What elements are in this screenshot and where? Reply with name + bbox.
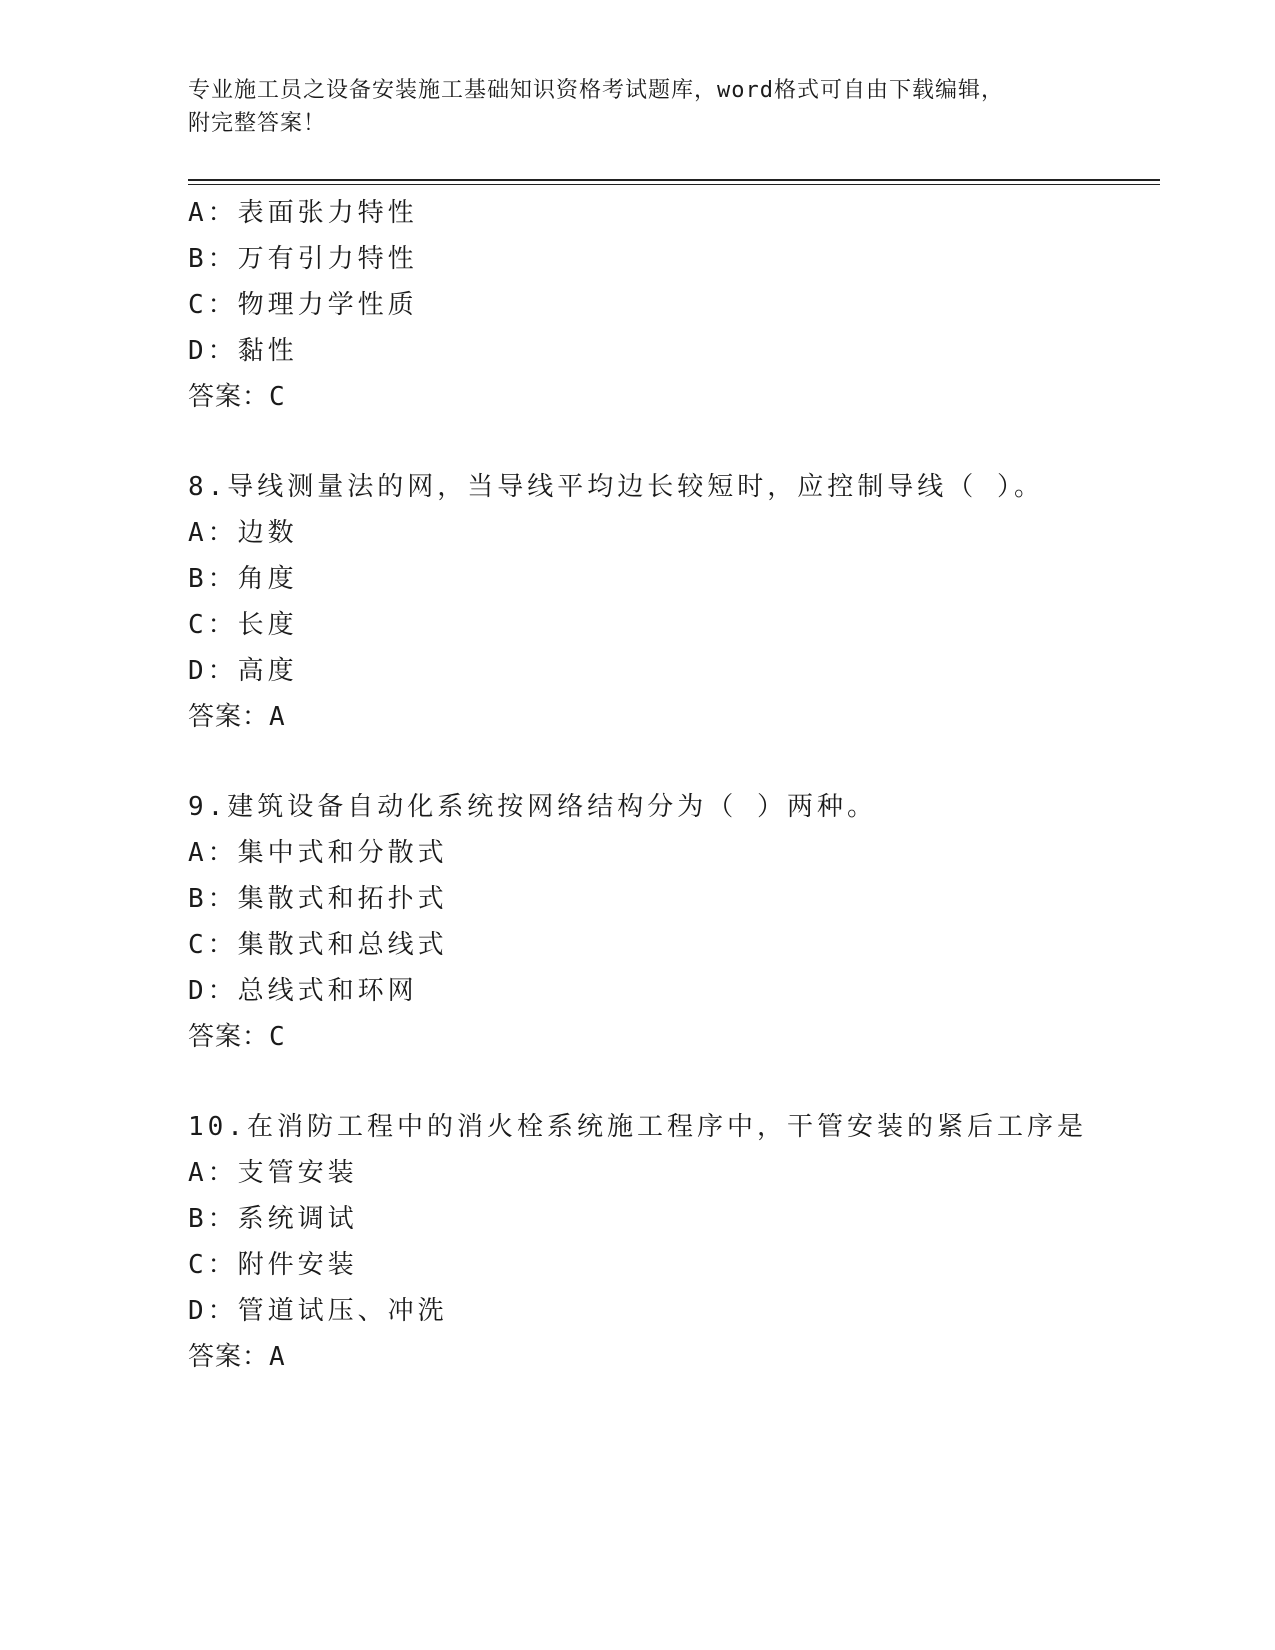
header-divider — [188, 179, 1160, 185]
option-a: A：集中式和分散式 — [188, 838, 448, 868]
option-d: D：总线式和环网 — [188, 976, 418, 1006]
option-a: A：边数 — [188, 518, 298, 548]
answer-line: 答案：C — [188, 382, 286, 412]
option-d: D：管道试压、冲洗 — [188, 1296, 448, 1326]
question-block-7 — [188, 190, 1148, 420]
option-c: C：集散式和总线式 — [188, 930, 448, 960]
question-text: 10.在消防工程中的消火栓系统施工程序中，干管安装的紧后工序是 — [188, 1112, 1087, 1142]
option-b: B：系统调试 — [188, 1204, 358, 1234]
question-spacer — [188, 740, 1148, 784]
question-block-9 — [188, 784, 1148, 1060]
question-block-10 — [188, 1104, 1148, 1380]
option-c: C：物理力学性质 — [188, 290, 418, 320]
option-b: B：角度 — [188, 564, 298, 594]
answer-line: 答案：C — [188, 1022, 286, 1052]
question-text: 9.建筑设备自动化系统按网络结构分为（ ）两种。 — [188, 792, 877, 822]
option-d: D：高度 — [188, 656, 298, 686]
option-c: C：附件安装 — [188, 1250, 358, 1280]
answer-line: 答案：A — [188, 702, 286, 732]
option-d: D：黏性 — [188, 336, 298, 366]
option-c: C：长度 — [188, 610, 298, 640]
header-line-2: 附完整答案！ — [188, 111, 327, 136]
option-b: B：集散式和拓扑式 — [188, 884, 448, 914]
option-b: B：万有引力特性 — [188, 244, 418, 274]
document-header — [188, 74, 1068, 140]
answer-line: 答案：A — [188, 1342, 286, 1372]
question-block-8 — [188, 464, 1148, 740]
option-a: A：表面张力特性 — [188, 198, 418, 228]
question-text: 8.导线测量法的网，当导线平均边长较短时，应控制导线（ ）。 — [188, 472, 1044, 502]
question-spacer — [188, 1060, 1148, 1104]
option-a: A：支管安装 — [188, 1158, 358, 1188]
question-list — [188, 190, 1148, 1380]
question-spacer — [188, 420, 1148, 464]
header-line-1: 专业施工员之设备安装施工基础知识资格考试题库，word格式可自由下载编辑， — [188, 78, 1004, 103]
